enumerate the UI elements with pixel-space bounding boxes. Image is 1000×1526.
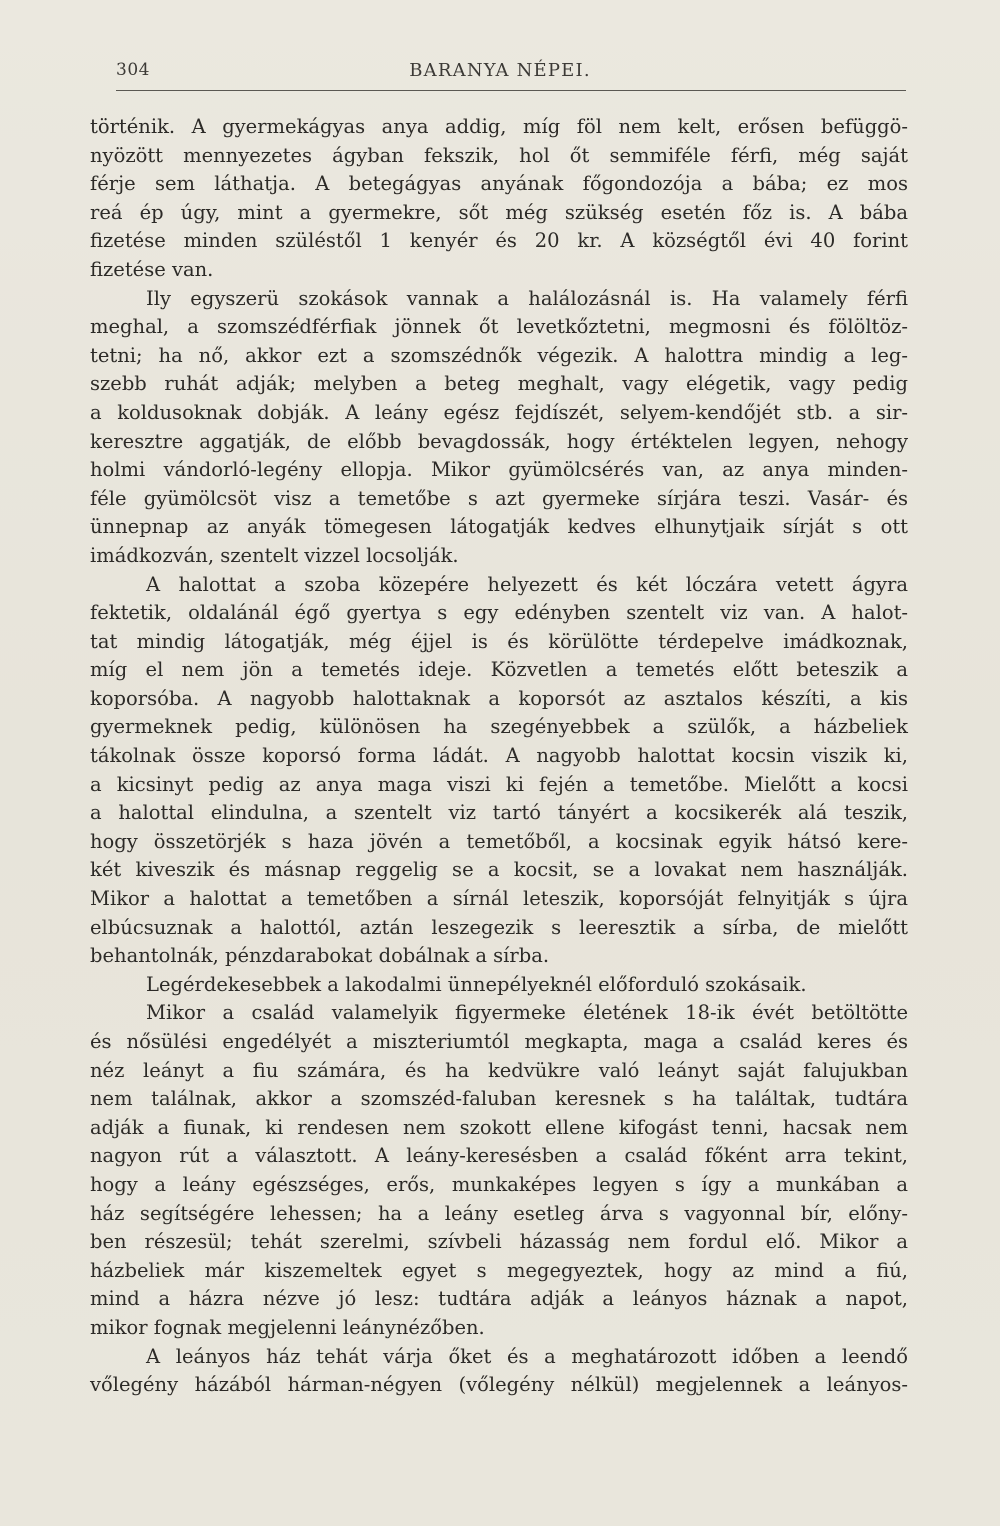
paragraph-start: A leányos ház tehát várja őket és a meghatározott időben a leendő xyxy=(146,1344,908,1368)
text-line: holmi vándorló-legény ellopja. Mikor gyümölcsérés van, az anya minden- xyxy=(90,458,908,482)
text-line: a koldusoknak dobják. A leány egész fejdíszét, selyem-kendőjét stb. a sir- xyxy=(90,400,908,424)
text-line: hogy összetörjék s haza jövén a temetőből, a kocsinak egyik hátsó kere- xyxy=(90,829,908,853)
page-number: 304 xyxy=(116,60,150,80)
text-line: míg el nem jön a temetés ideje. Közvetlen a temetés előtt beteszik a xyxy=(90,658,908,682)
text-line: nyözött mennyezetes ágyban fekszik, hol őt semmiféle férfi, még saját xyxy=(90,143,908,167)
text-line: elbúcsuznak a halottól, aztán leszegezik s leeresztik a sírba, de mielőtt xyxy=(90,915,908,939)
text-line: nagyon rút a választott. A leány-keresésben a család főként arra tekint, xyxy=(90,1144,908,1168)
text-line: keresztre aggatják, de előbb bevagdossák, hogy értéktelen legyen, nehogy xyxy=(90,429,908,453)
text-line: mind a házra nézve jó lesz: tudtára adják a leányos háznak a napot, xyxy=(90,1287,908,1311)
body-text xyxy=(90,113,908,1400)
text-line: adják a fiunak, ki rendesen nem szokott ellene kifogást tenni, hacsak nem xyxy=(90,1115,908,1139)
text-line: a halottal elindulna, a szentelt viz tartó tányért a kocsikerék alá teszik, xyxy=(90,801,908,825)
text-line: történik. A gyermekágyas anya addig, míg föl nem kelt, erősen befüggö- xyxy=(90,115,908,138)
paragraph-start: Mikor a család valamelyik figyermeke életének 18-ik évét betöltötte xyxy=(146,1001,908,1025)
text-line: és nősülési engedélyét a miszteriumtól megkapta, maga a család keres és xyxy=(90,1030,908,1053)
text-line: férje sem láthatja. A betegágyas anyának főgondozója a bába; ez mos xyxy=(90,172,908,196)
text-line: fektetik, oldalánál égő gyertya s egy edényben szentelt viz van. A halot- xyxy=(90,601,908,625)
text-line: féle gyümölcsöt visz a temetőbe s azt gyermeke sírjára teszi. Vasár- és xyxy=(90,486,908,510)
header-rule xyxy=(116,90,906,91)
text-line: reá ép úgy, mint a gyermekre, sőt még szükség esetén főz is. A bába xyxy=(90,200,908,224)
paragraph-start: A halottat a szoba közepére helyezett és két lóczára vetett ágyra xyxy=(146,572,908,596)
text-line: két kiveszik és másnap reggelig se a kocsit, se a lovakat nem használják. xyxy=(90,858,908,882)
text-line: mikor fognak megjelenni leánynézőben. xyxy=(90,1315,485,1339)
text-line: tat mindig látogatják, még éjjel is és körülötte térdepelve imádkoznak, xyxy=(90,629,908,653)
text-line: meghal, a szomszédférfiak jönnek őt levetkőztetni, megmosni és fölöltöz- xyxy=(90,315,908,339)
text-line: Mikor a halottat a temetőben a sírnál leteszik, koporsóját felnyitják s újra xyxy=(90,887,908,911)
text-line: néz leányt a fiu számára, és ha kedvükre való leányt saját falujukban xyxy=(90,1058,908,1082)
text-line: nem találnak, akkor a szomszéd-faluban keresnek s ha találtak, tudtára xyxy=(90,1087,908,1111)
text-line: ház segítségére lehessen; ha a leány esetleg árva s vagyonnal bír, előny- xyxy=(90,1201,908,1225)
running-title: BARANYA NÉPEI. xyxy=(409,60,591,81)
text-line: hogy a leány egészséges, erős, munkaképes legyen s így a munkában a xyxy=(90,1172,908,1196)
text-line: koporsóba. A nagyobb halottaknak a koporsót az asztalos készíti, a kis xyxy=(90,686,908,710)
text-line: szebb ruhát adják; melyben a beteg meghalt, vagy elégetik, vagy pedig xyxy=(90,372,908,396)
text-line: fizetése minden szüléstől 1 kenyér és 20 kr. A községtől évi 40 forint xyxy=(90,229,908,253)
text-line: imádkozván, szentelt vizzel locsolják. xyxy=(90,543,459,567)
text-line: fizetése van. xyxy=(90,257,214,281)
text-line: tetni; ha nő, akkor ezt a szomszédnők végezik. A halottra mindig a leg- xyxy=(90,343,908,367)
text-line: ben részesül; tehát szerelmi, szívbeli házasság nem fordul elő. Mikor a xyxy=(90,1230,908,1254)
running-head xyxy=(0,56,1000,86)
text-line: gyermeknek pedig, különösen ha szegényebbek a szülők, a házbeliek xyxy=(90,715,908,739)
paragraph-start: Legérdekesebbek a lakodalmi ünnepélyeknél előforduló szokásaik. xyxy=(146,972,807,996)
text-line: vőlegény házából hárman-négyen (vőlegény nélkül) megjelennek a leányos- xyxy=(90,1373,908,1397)
text-line: behantolnák, pénzdarabokat dobálnak a sírba. xyxy=(90,944,550,968)
paragraph-start: Ily egyszerü szokások vannak a halálozásnál is. Ha valamely férfi xyxy=(146,286,908,310)
text-line: házbeliek már kiszemeltek egyet s megegyeztek, hogy az mind a fiú, xyxy=(90,1258,908,1282)
text-line: a kicsinyt pedig az anya maga viszi ki fején a temetőbe. Mielőtt a kocsi xyxy=(90,772,908,796)
text-line: ünnepnap az anyák tömegesen látogatják kedves elhunytjaik sírját s ott xyxy=(90,515,908,539)
text-line: tákolnak össze koporsó forma ládát. A nagyobb halottat kocsin viszik ki, xyxy=(90,744,908,768)
